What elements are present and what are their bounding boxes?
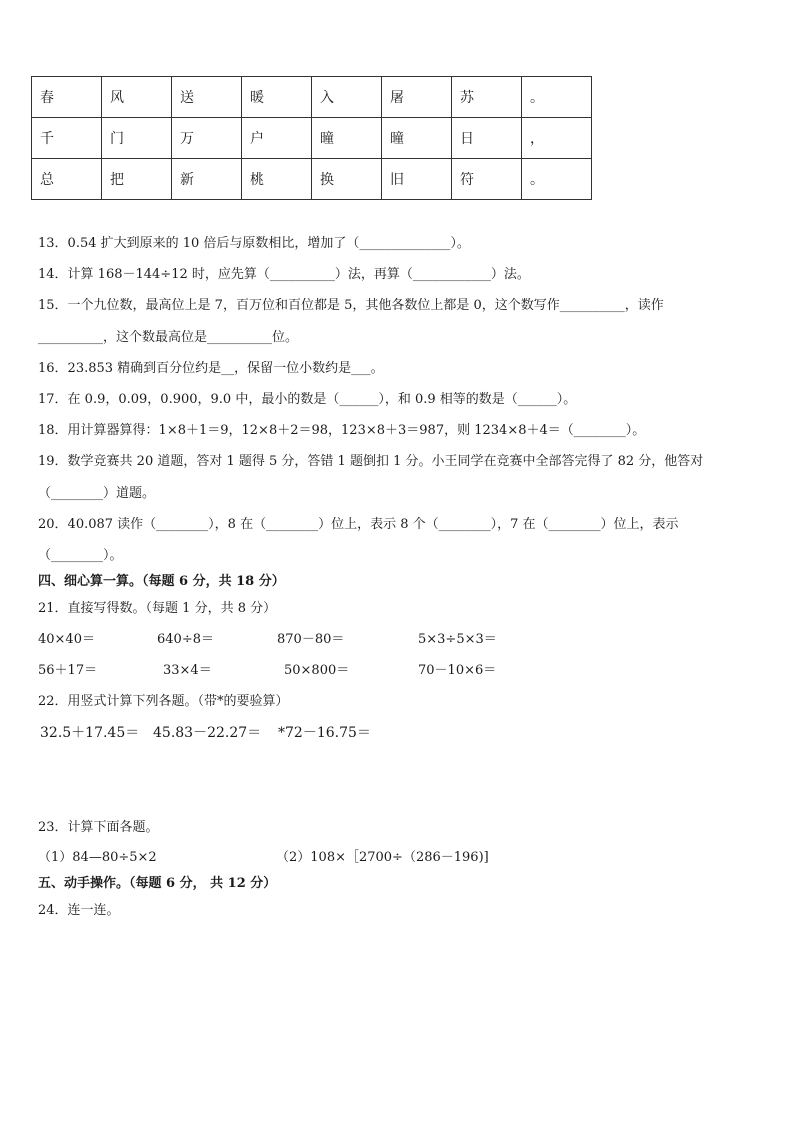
calc-item-1: （1）84—80÷5×2 bbox=[38, 850, 157, 865]
question-19-line2: （________）道题。 bbox=[38, 486, 156, 501]
poem-cell: 送 bbox=[172, 77, 242, 118]
poem-cell: 把 bbox=[102, 159, 172, 200]
poem-cell: ， bbox=[522, 118, 592, 159]
poem-cell: 屠 bbox=[382, 77, 452, 118]
section-4-heading: 四、细心算一算。（每题 6 分，共 18 分） bbox=[38, 574, 285, 589]
vertical-calc-3: *72－16.75＝ bbox=[278, 725, 371, 741]
question-20-line1: 20．40.087 读作（________），8 在（________）位上，表示 8 个（________），7 在（________）位上，表示 bbox=[38, 517, 679, 532]
poem-table bbox=[31, 76, 592, 200]
poem-cell: 苏 bbox=[452, 77, 522, 118]
mental-math-2-3: 50×800＝ bbox=[284, 663, 350, 678]
mental-math-1-1: 40×40＝ bbox=[38, 632, 95, 647]
question-20-line2: （________）。 bbox=[38, 548, 123, 563]
question-16: 16．23.853 精确到百分位约是__，保留一位小数约是___。 bbox=[38, 361, 384, 376]
question-15-line2: __________，这个数最高位是__________位。 bbox=[38, 330, 299, 345]
mental-math-2-2: 33×4＝ bbox=[163, 663, 212, 678]
question-22: 22．用竖式计算下列各题。（带*的要验算） bbox=[38, 694, 289, 709]
poem-cell: 春 bbox=[32, 77, 102, 118]
poem-cell: 新 bbox=[172, 159, 242, 200]
poem-row bbox=[32, 77, 592, 118]
poem-cell: 。 bbox=[522, 159, 592, 200]
question-15-line1: 15．一个九位数，最高位上是 7，百万位和百位都是 5，其他各数位上都是 0，这个数写作__________，读作 bbox=[38, 298, 664, 313]
vertical-calc-1: 32.5＋17.45＝ bbox=[40, 725, 140, 741]
mental-math-1-3: 870－80＝ bbox=[277, 632, 345, 647]
poem-cell: 换 bbox=[312, 159, 382, 200]
calc-item-2: （2）108×［2700÷（286－196)] bbox=[276, 850, 489, 865]
poem-cell: 。 bbox=[522, 77, 592, 118]
poem-cell: 桃 bbox=[242, 159, 312, 200]
section-5-heading: 五、动手操作。（每题 6 分， 共 12 分） bbox=[38, 876, 277, 891]
poem-cell: 暖 bbox=[242, 77, 312, 118]
poem-cell: 千 bbox=[32, 118, 102, 159]
mental-math-1-2: 640÷8＝ bbox=[157, 632, 214, 647]
poem-cell: 曈 bbox=[312, 118, 382, 159]
question-19-line1: 19．数学竞赛共 20 道题，答对 1 题得 5 分，答错 1 题倒扣 1 分。小王同学在竞赛中全部答完得了 82 分，他答对 bbox=[38, 454, 704, 469]
poem-cell: 曈 bbox=[382, 118, 452, 159]
question-24: 24．连一连。 bbox=[38, 903, 120, 918]
poem-row bbox=[32, 118, 592, 159]
poem-cell: 符 bbox=[452, 159, 522, 200]
poem-cell: 风 bbox=[102, 77, 172, 118]
poem-cell: 万 bbox=[172, 118, 242, 159]
poem-cell: 旧 bbox=[382, 159, 452, 200]
question-23: 23．计算下面各题。 bbox=[38, 820, 159, 835]
mental-math-1-4: 5×3÷5×3＝ bbox=[418, 632, 497, 647]
poem-cell: 日 bbox=[452, 118, 522, 159]
vertical-calc-2: 45.83－22.27＝ bbox=[153, 725, 262, 741]
poem-cell: 入 bbox=[312, 77, 382, 118]
mental-math-2-4: 70－10×6＝ bbox=[418, 663, 497, 678]
poem-cell: 总 bbox=[32, 159, 102, 200]
mental-math-2-1: 56＋17＝ bbox=[38, 663, 98, 678]
poem-cell: 门 bbox=[102, 118, 172, 159]
question-13: 13．0.54 扩大到原来的 10 倍后与原数相比，增加了（______________）。 bbox=[38, 236, 470, 251]
poem-cell: 户 bbox=[242, 118, 312, 159]
question-18: 18．用计算器算得：1×8＋1＝9，12×8＋2＝98，123×8＋3＝987，则 1234×8＋4＝（________）。 bbox=[38, 423, 646, 438]
question-17: 17．在 0.9，0.09，0.900，9.0 中，最小的数是（______），和 0.9 相等的数是（______）。 bbox=[38, 392, 577, 407]
question-21: 21．直接写得数。（每题 1 分，共 8 分） bbox=[38, 601, 277, 616]
poem-row bbox=[32, 159, 592, 200]
question-14: 14．计算 168－144÷12 时，应先算（__________）法，再算（____________）法。 bbox=[38, 267, 530, 282]
